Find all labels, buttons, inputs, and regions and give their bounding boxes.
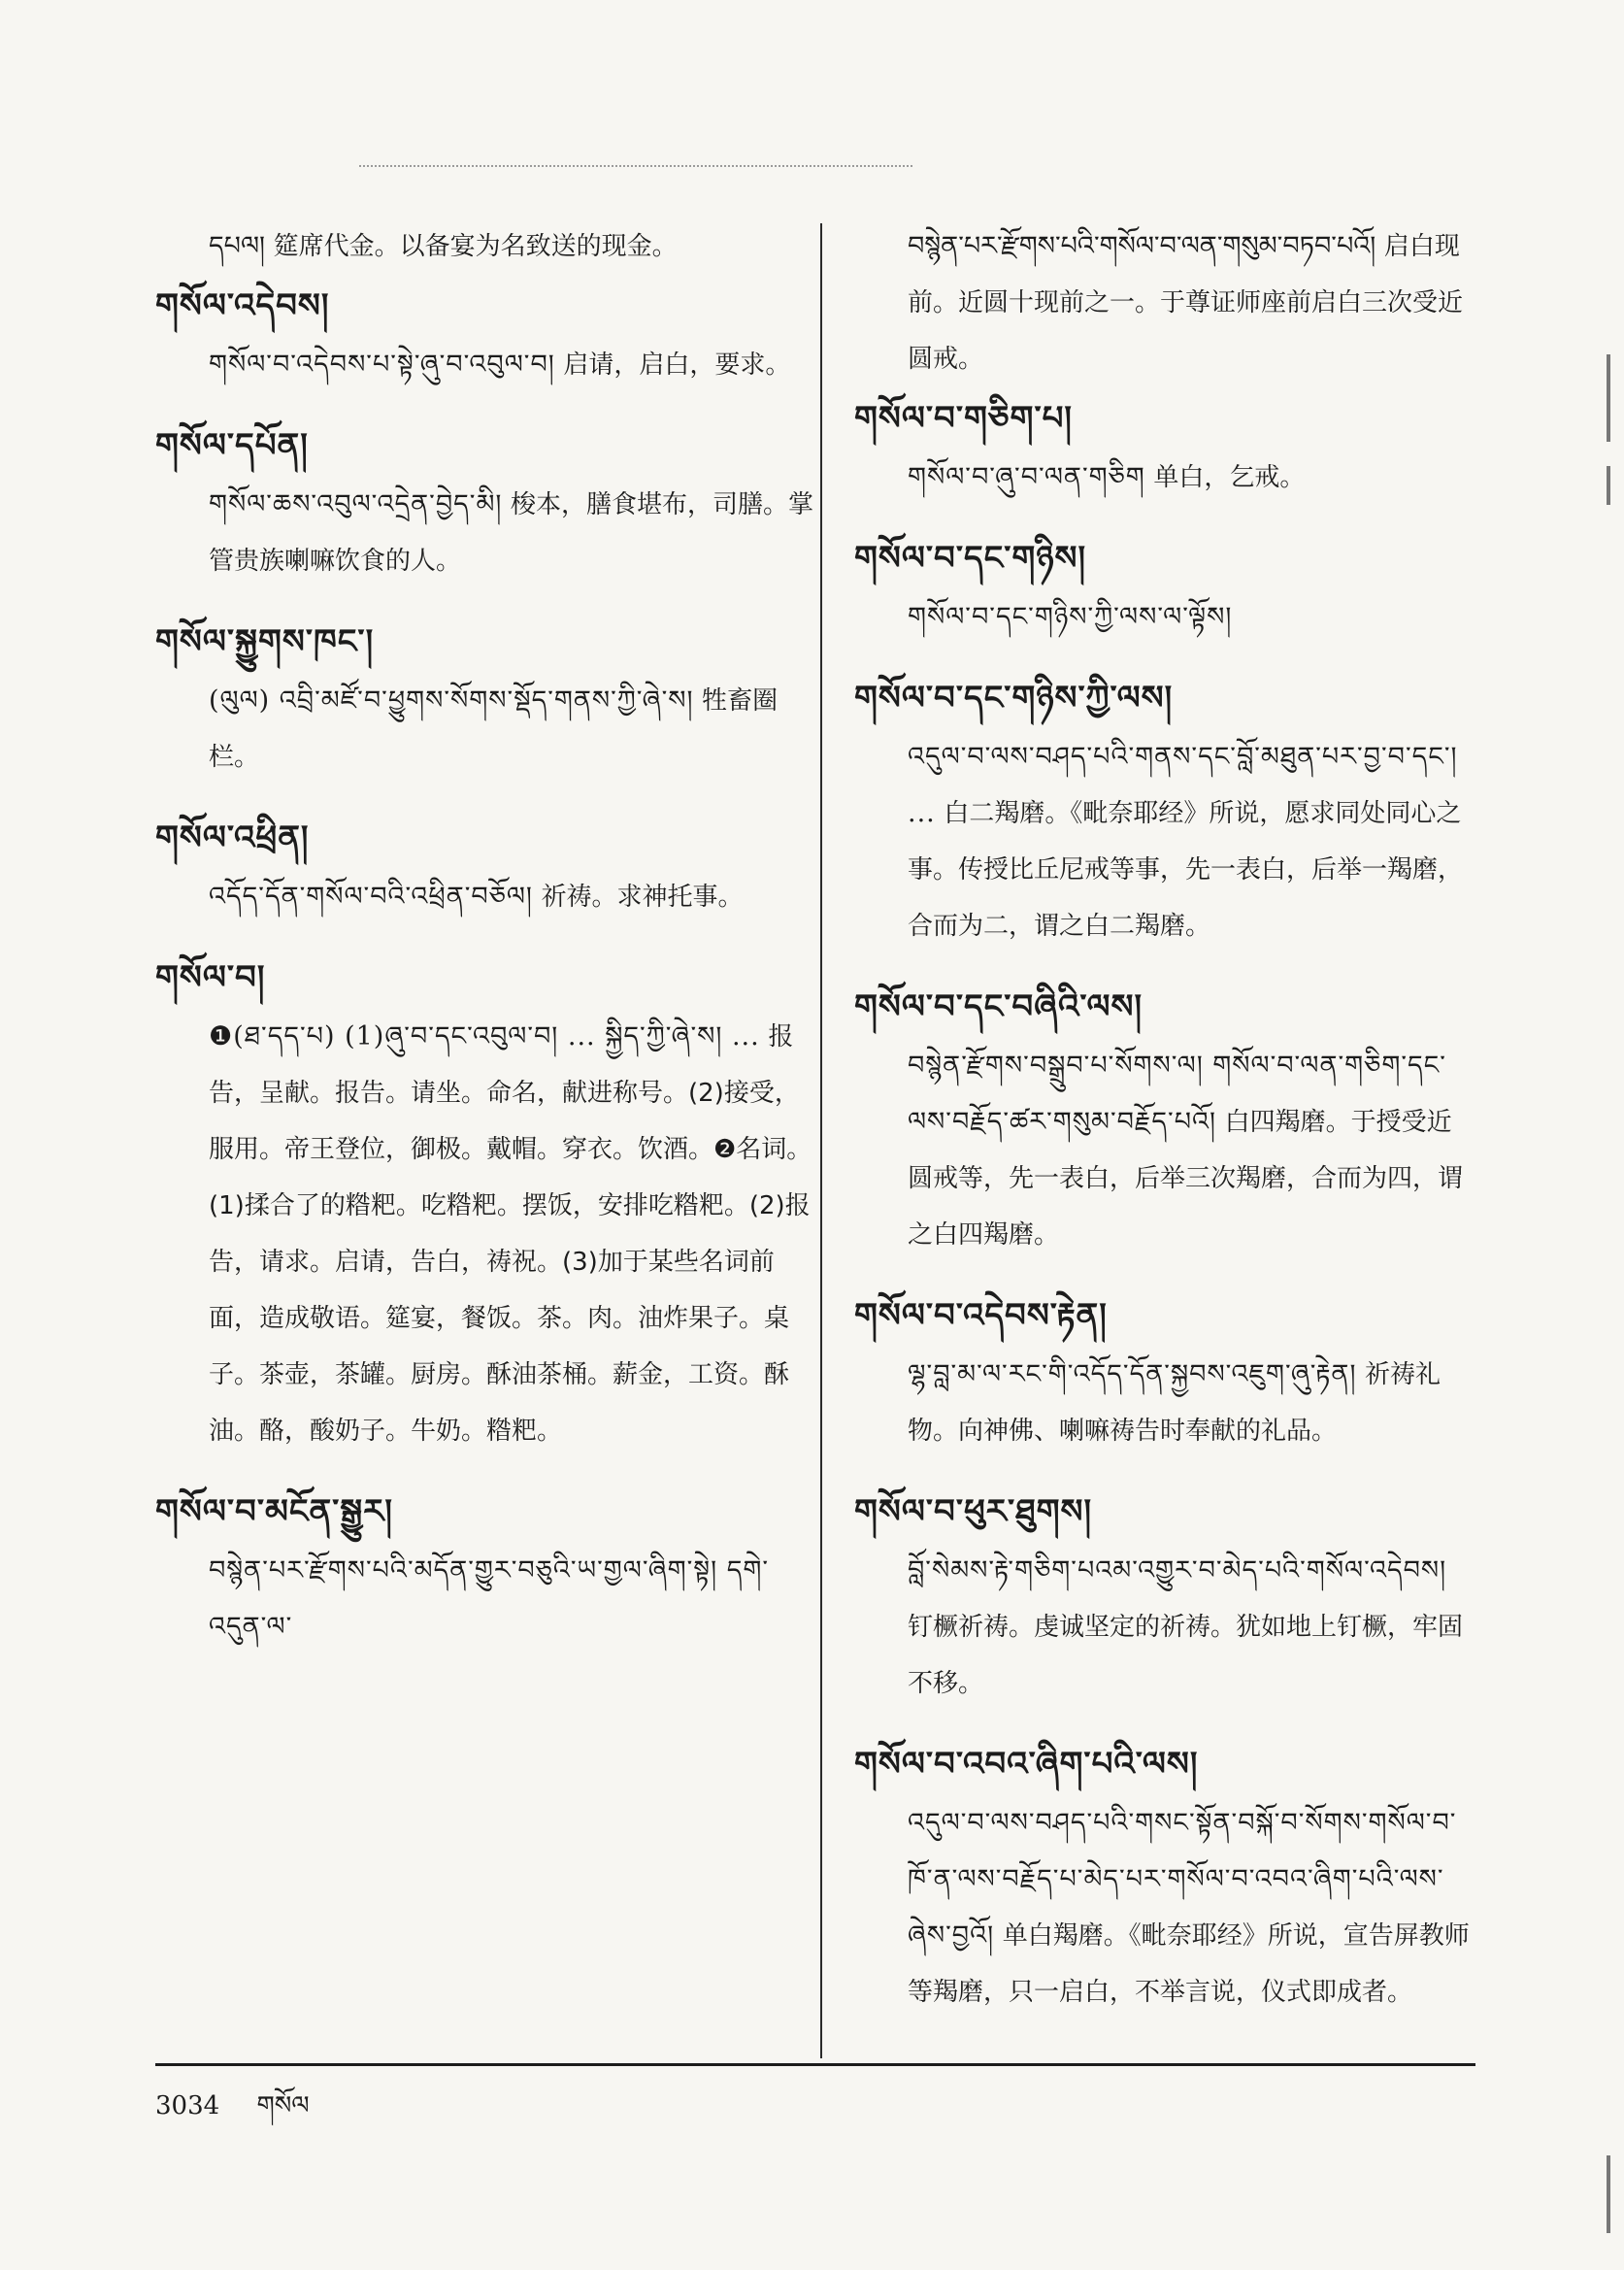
entry-headword: གསོལ་བ་དང་བཞིའི་ལས། — [854, 987, 1143, 1026]
entry-headword: གསོལ་འཕྲིན། — [155, 818, 310, 857]
entry-headword: གསོལ་བ་གཅིག་པ། — [854, 399, 1073, 438]
entry-headword: གསོལ་བ་དང་གཉིས། — [854, 539, 1087, 578]
entry-definition: འདུལ་བ་ལས་བཤད་པའི་གསང་སྟོན་བསྐོ་བ་སོགས་གསོལ་བ་ཁོ་ན་ལས་བརྗོད་པ་མེད་པར་གསོལ་བ་འབའ་ཞིག་པའི་ལས་ཞེས་བྱའོ། 单白羯磨。《毗奈耶经》所说，宣告屏教师等羯磨，只一启白，不举言说，仪式即成者。 — [908, 1808, 1470, 2007]
entry-definition: གསོལ་བ་ཞུ་བ་ལན་གཅིག 单白，乞戒。 — [908, 462, 1306, 492]
entry-headword: གསོལ་དཔོན། — [155, 426, 309, 465]
page-footer — [155, 2078, 339, 2149]
entry-definition: ❶(ཐ་དད་པ) (1)ཞུ་བ་དང་འབུལ་བ། ... སྐྱིད་ཀྱི་ཞེ་ས། ... 报告，呈献。报告。请坐。命名，献进称号。(2)接受，服用。帝王登位，御极。戴帽。穿衣。饮酒。❷名词。(1)揉合了的糌粑。吃糌粑。摆饭，安排吃糌粑。(2)报告，请求。启请，告白，祷祝。(3)加于某些名词前面，造成敬语。筵宴，餐饭。茶。肉。油炸果子。桌子。茶壶，茶罐。厨房。酥油茶桶。薪金，工资。酥油。酪，酸奶子。牛奶。糌粑。 — [209, 1021, 812, 1446]
page-number: 3034 — [155, 2091, 220, 2120]
entry-definition: བསྙེན་པར་རྫོགས་པའི་མདོན་གྱུར་བཅུའི་ཡ་གྱལ་ཞིག་སྟེ། དགེ་འདུན་ལ་ — [209, 1555, 770, 1642]
dictionary-entry — [155, 1481, 820, 1655]
entry-definition: གསོལ་བ་འདེབས་པ་སྟེ་ཞུ་བ་འབུལ་བ། 启请，启白，要求。 — [209, 350, 791, 380]
column-divider — [820, 223, 822, 2058]
scan-edge-mark — [1607, 2155, 1610, 2233]
left-column — [155, 218, 820, 1677]
bottom-rule — [155, 2063, 1475, 2066]
entry-headword: གསོལ་འདེབས། — [155, 286, 330, 325]
dictionary-entry — [854, 976, 1475, 1263]
entry-definition: བསྙེན་རྫོགས་བསྒྲུབ་པ་སོགས་ལ། གསོལ་བ་ལན་གཅིག་དང་ལས་བརྗོད་ཚར་གསུམ་བརྗོད་པའོ། 白四羯磨。于授受近圆戒等，先一表白，后举三次羯磨，合而为四，谓之白四羯磨。 — [908, 1051, 1464, 1250]
dictionary-entry — [854, 1285, 1475, 1459]
entry-headword: གསོལ་བ་ཕུར་ཐུགས། — [854, 1492, 1093, 1531]
entry-definition: བློ་སེམས་རྟེ་གཅིག་པའམ་འགྱུར་བ་མེད་པའི་གསོལ་འདེབས། 钉橛祈祷。虔诚坚定的祈祷。犹如地上钉橛，牢固不移。 — [908, 1555, 1464, 1698]
entry-definition: གསོལ་ཆས་འབུལ་འདྲེན་བྱེད་མི། 梭本，膳食堪布，司膳。掌管贵族喇嘛饮食的人。 — [209, 489, 814, 576]
entry-headword: གསོལ་བ་དང་གཉིས་ཀྱི་ལས། — [854, 679, 1174, 718]
entry-headword: གསོལ་བ། — [155, 958, 266, 997]
dictionary-entry — [854, 1481, 1475, 1712]
entry-headword: གསོལ་བ་འབའ་ཞིག་པའི་ལས། — [854, 1745, 1199, 1784]
continuation-text: བསྙེན་པར་རྫོགས་པའི་གསོལ་བ་ལན་གསུམ་བཏབ་པའོ། 启白现前。近圆十现前之一。于尊证师座前启白三次受近圆戒。 — [908, 231, 1464, 374]
dictionary-entry — [854, 387, 1475, 506]
top-dotted-rule — [359, 165, 912, 167]
dictionary-entry — [854, 667, 1475, 954]
dictionary-entry — [155, 415, 820, 589]
dictionary-entry — [854, 1733, 1475, 2020]
entry-definition: འདུལ་བ་ལས་བཤད་པའི་གནས་དང་བློ་མཐུན་པར་བྱ་བ་དང་། ... 白二羯磨。《毗奈耶经》所说，愿求同处同心之事。传授比丘尼戒等事，先一表白，后举一羯磨，合而为二，谓之白二羯磨。 — [908, 742, 1464, 941]
running-header-word: གསོལ — [256, 2091, 310, 2120]
scan-edge-mark — [1607, 354, 1610, 442]
entry-headword: གསོལ་བ་འདེབས་རྟེན། — [854, 1296, 1108, 1335]
continuation-text: དཔལ། 筵席代金。以备宴为名致送的现金。 — [209, 231, 678, 261]
entry-definition: ལྷ་བླ་མ་ལ་རང་གི་འདོད་དོན་སྐྱབས་འཇུག་ཞུ་རྟེན། 祈祷礼物。向神佛、喇嘛祷告时奉献的礼品。 — [908, 1359, 1442, 1446]
entry-definition: གསོལ་བ་དང་གཉིས་ཀྱི་ལས་ལ་ལྟོས། — [908, 602, 1233, 632]
dictionary-entry — [155, 611, 820, 785]
entry-headword: གསོལ་སྐྱུགས་ཁང་། — [155, 622, 375, 661]
entry-definition: (ལུལ) འབྲི་མཛོ་བ་ཕྱུགས་སོགས་སྡོད་གནས་ཀྱི་ཞེ་ས། 牲畜圈栏。 — [209, 685, 779, 772]
scan-edge-mark — [1607, 466, 1610, 505]
entry-headword: གསོལ་བ་མངོན་སྒྱུར། — [155, 1492, 393, 1531]
dictionary-entry — [854, 527, 1475, 646]
entry-definition: འདོད་དོན་གསོལ་བའི་འཕྲིན་བཅོལ། 祈祷。求神托事。 — [209, 882, 744, 912]
dictionary-entry — [155, 947, 820, 1459]
dictionary-entry — [155, 275, 820, 393]
right-column — [854, 218, 1475, 2042]
dictionary-entry — [155, 807, 820, 925]
